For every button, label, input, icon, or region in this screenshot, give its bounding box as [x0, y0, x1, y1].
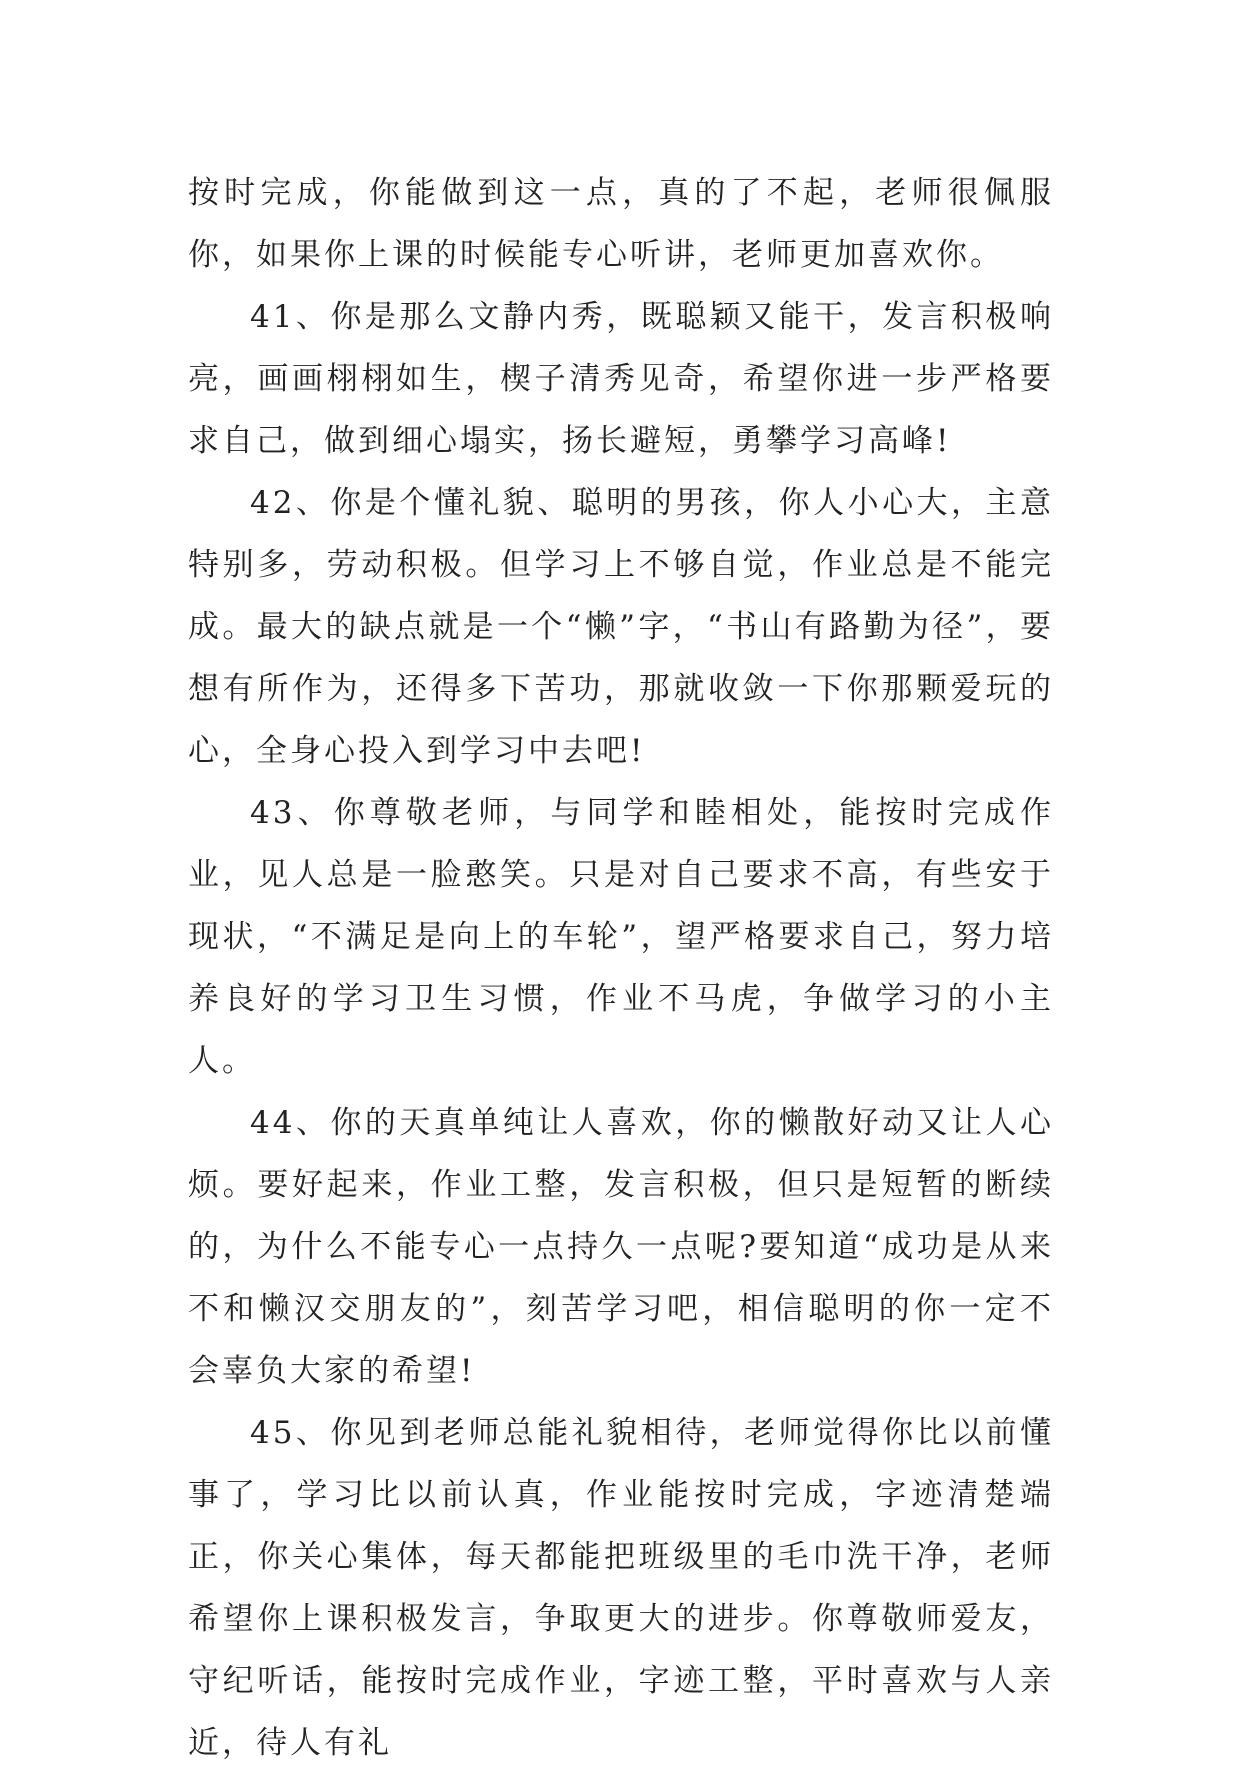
paragraph-45: 45、你见到老师总能礼貌相待，老师觉得你比以前懂事了，学习比以前认真，作业能按时完成，字迹清楚端正，你关心集体，每天都能把班级里的毛巾洗干净，老师希望你上课积极发言，争取更大的进步。你尊敬师爱友，守纪听话，能按时完成作业，字迹工整，平时喜欢与人亲近，待人有礼	[188, 1415, 1054, 1761]
paragraph-continuation: 按时完成，你能做到这一点，真的了不起，老师很佩服你，如果你上课的时候能专心听讲，老师更加喜欢你。	[188, 175, 1054, 273]
paragraph-44: 44、你的天真单纯让人喜欢，你的懒散好动又让人心烦。要好起来，作业工整，发言积极，但只是短暂的断续的，为什么不能专心一点持久一点呢?要知道“成功是从来不和懒汉交朋友的”，刻苦学习吧，相信聪明的你一定不会辜负大家的希望!	[188, 1105, 1054, 1389]
paragraph-41: 41、你是那么文静内秀，既聪颖又能干，发言积极响亮，画画栩栩如生，楔子清秀见奇，希望你进一步严格要求自己，做到细心塌实，扬长避短，勇攀学习高峰!	[188, 299, 1054, 459]
paragraph-43: 43、你尊敬老师，与同学和睦相处，能按时完成作业，见人总是一脸憨笑。只是对自己要求不高，有些安于现状，“不满足是向上的车轮”，望严格要求自己，努力培养良好的学习卫生习惯，作业不马虎，争做学习的小主人。	[188, 795, 1054, 1079]
paragraph-42: 42、你是个懂礼貌、聪明的男孩，你人小心大，主意特别多，劳动积极。但学习上不够自觉，作业总是不能完成。最大的缺点就是一个“懒”字，“书山有路勤为径”，要想有所作为，还得多下苦功，那就收敛一下你那颗爱玩的心，全身心投入到学习中去吧!	[188, 485, 1054, 769]
document-body	[188, 162, 1054, 1774]
